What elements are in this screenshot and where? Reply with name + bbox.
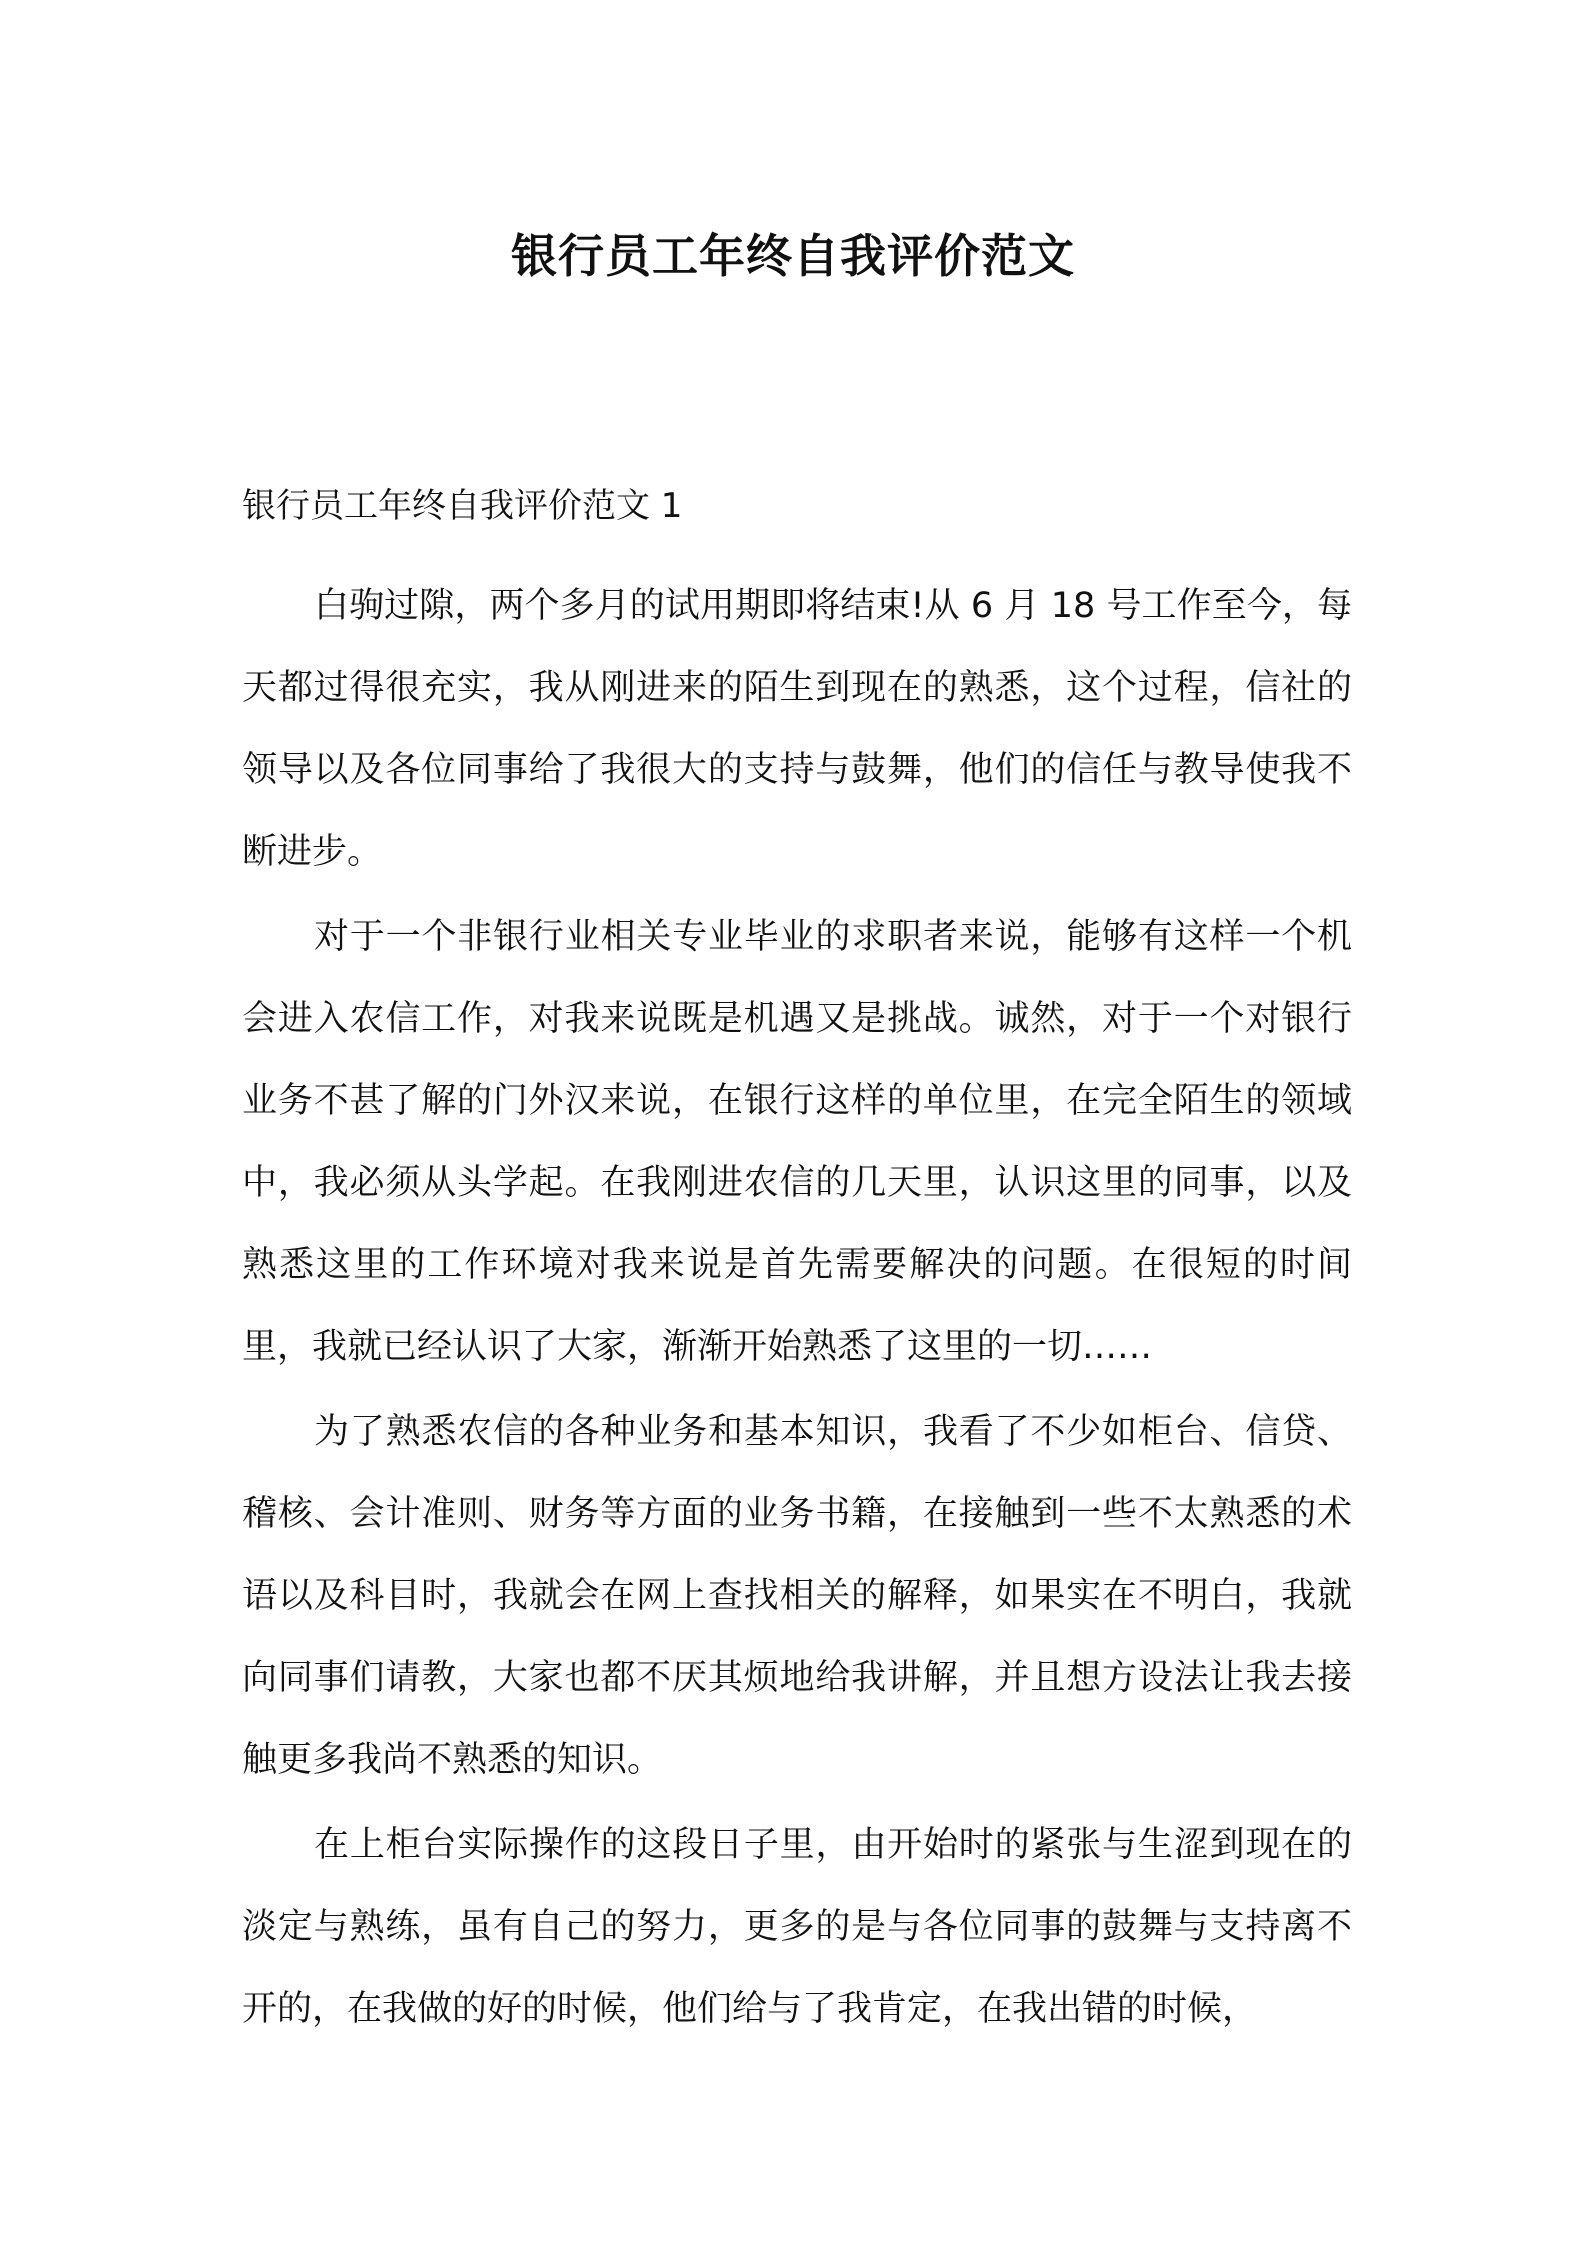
paragraph-1: 白驹过隙，两个多月的试用期即将结束!从 6 月 18 号工作至今，每天都过得很充实，我从刚进来的陌生到现在的熟悉，这个过程，信社的领导以及各位同事给了我很大的支持与鼓舞，他们的信任与教导使我不断进步。 xyxy=(242,586,1352,872)
paragraph-3: 为了熟悉农信的各种业务和基本知识，我看了不少如柜台、信贷、稽核、会计准则、财务等方面的业务书籍，在接触到一些不太熟悉的术语以及科目时，我就会在网上查找相关的解释，如果实在不明白，我就向同事们请教，大家也都不厌其烦地给我讲解，并且想方设法让我去接触更多我尚不熟悉的知识。 xyxy=(242,1412,1352,1780)
paragraph-4: 在上柜台实际操作的这段日子里，由开始时的紧张与生涩到现在的淡定与熟练，虽有自己的努力，更多的是与各位同事的鼓舞与支持离不开的，在我做的好的时候，他们给与了我肯定，在我出错的时候， xyxy=(242,1825,1352,2029)
section-heading: 银行员工年终自我评价范文 1 xyxy=(242,486,683,526)
document-title: 银行员工年终自我评价范文 xyxy=(511,229,1075,283)
document-body xyxy=(242,484,1352,2050)
paragraph-2: 对于一个非银行业相关专业毕业的求职者来说，能够有这样一个机会进入农信工作，对我来说既是机遇又是挑战。诚然，对于一个对银行业务不甚了解的门外汉来说，在银行这样的单位里，在完全陌生的领域中，我必须从头学起。在我刚进农信的几天里，认识这里的同事，以及熟悉这里的工作环境对我来说是首先需要解决的问题。在很短的时间里，我就已经认识了大家，渐渐开始熟悉了这里的一切…… xyxy=(242,917,1352,1367)
